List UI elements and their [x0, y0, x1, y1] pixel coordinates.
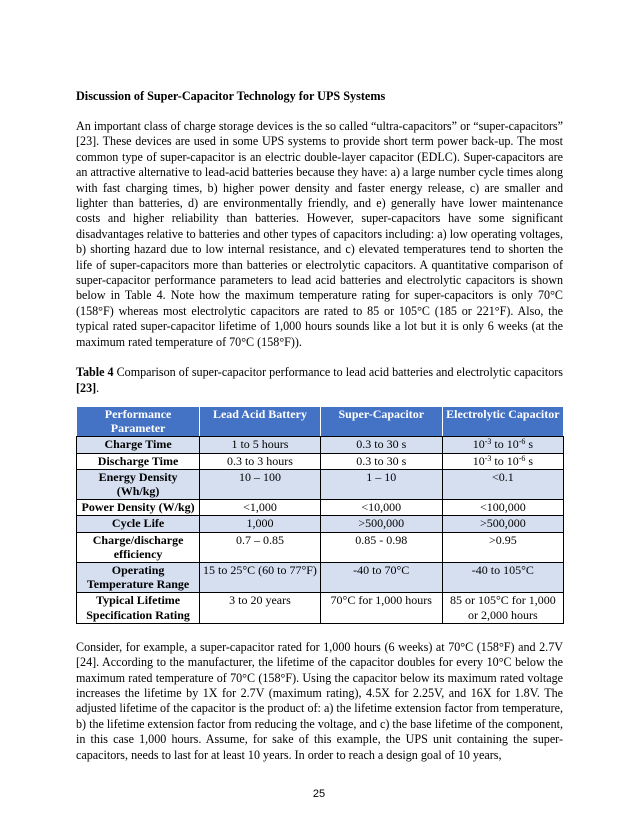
cell-super-capacitor: 0.85 - 0.98 [320, 532, 442, 562]
cell-electrolytic: $10^{-3}$ to $10^{-6}$ s [442, 453, 563, 469]
header-super-capacitor: Super-Capacitor [320, 406, 442, 436]
cell-super-capacitor: 1 – 10 [320, 469, 442, 499]
row-parameter: Discharge Time [77, 453, 200, 469]
cell-super-capacitor: 0.3 to 30 s [320, 437, 442, 453]
table-row [77, 453, 564, 469]
body-paragraph-1: An important class of charge storage devices is the so called “ultra-capacitors” or “super-capacitors” [23]. These devices are used in some UPS systems to provide short term power back-up. The most common type of super-capacitor is an electric double-layer capacitor (EDLC). Super-capacitors are an attractive alternative to lead-acid batteries because they have: a) a large number cycle times along with fast charging times, b) higher power density and faster energy release, c) are smaller and lighter than batteries, d) are environmentally friendly, and e) generally have lower maintenance costs and higher reliability than batteries. However, super-capacitors have some significant disadvantages relative to batteries and other types of capacitors including: a) low operating voltages, b) shorting hazard due to low internal resistance, and c) elevated temperatures tend to shorten the life of super-capacitors more than batteries or electrolytic capacitors. A quantitative comparison of super-capacitor performance parameters to lead acid batteries and electrolytic capacitors is shown below in Table 4. Note how the maximum temperature rating for super-capacitors is only 70°C (158°F) whereas most electrolytic capacitors are rated to 85 or 105°C (185 or 221°F). Also, the typical rated super-capacitor lifetime of 1,000 hours sounds like a lot but it is only 6 weeks (at the maximum rated temperature of 70°C (158°F)). [76, 119, 563, 349]
table-caption-text: Comparison of super-capacitor performance to lead acid batteries and electrolytic capacitors [113, 365, 563, 380]
exponent: -3 [484, 437, 492, 447]
cell-electrolytic: <100,000 [442, 500, 563, 516]
table-caption [76, 365, 563, 396]
cell-lead-acid: 1 to 5 hours [200, 437, 321, 453]
cell-electrolytic: 85 or 105°C for 1,000 or 2,000 hours [442, 593, 563, 623]
exponent: -6 [518, 437, 526, 447]
table-row [77, 562, 564, 592]
cell-lead-acid: 0.3 to 3 hours [200, 453, 321, 469]
header-performance-parameter: Performance Parameter [77, 406, 200, 436]
table-row [77, 516, 564, 532]
cell-electrolytic: >0.95 [442, 532, 563, 562]
exponent: -3 [484, 453, 492, 463]
page-number: 25 [312, 788, 326, 800]
row-parameter: Typical Lifetime Specification Rating [77, 593, 200, 623]
header-lead-acid-battery: Lead Acid Battery [200, 406, 321, 436]
exponent: -6 [518, 453, 526, 463]
cell-super-capacitor: >500,000 [320, 516, 442, 532]
section-heading: Discussion of Super-Capacitor Technology for UPS Systems [76, 89, 386, 103]
table-row [77, 437, 564, 453]
cell-lead-acid: <1,000 [200, 500, 321, 516]
cell-electrolytic: <0.1 [442, 469, 563, 499]
cell-lead-acid: 0.7 – 0.85 [200, 532, 321, 562]
row-parameter: Charge/discharge efficiency [77, 532, 200, 562]
cell-super-capacitor: <10,000 [320, 500, 442, 516]
cell-super-capacitor: 0.3 to 30 s [320, 453, 442, 469]
cell-lead-acid: 15 to 25°C (60 to 77°F) [200, 562, 321, 592]
row-parameter: Energy Density (Wh/kg) [77, 469, 200, 499]
table-row [77, 500, 564, 516]
body-paragraph-2: Consider, for example, a super-capacitor rated for 1,000 hours (6 weeks) at 70°C (158°F) and 2.7V [24]. According to the manufacturer, the lifetime of the capacitor doubles for every 10°C below the maximum rated temperature of 70°C (158°F). Using the capacitor below its maximum rated voltage increases the lifetime by 1X for 2.7V (maximum rating), 4.5X for 2.25V, and 16X for 1.8V. The adjusted lifetime of the capacitor is the product of: a) the lifetime extension factor from temperature, b) the lifetime extension factor from reducing the voltage, and c) the base lifetime of the component, in this case 1,000 hours. Assume, for sake of this example, the UPS unit containing the super-capacitors, needs to last for at least 10 years. In order to reach a design goal of 10 years, [76, 639, 563, 762]
table-header-row [77, 406, 564, 436]
row-parameter: Charge Time [77, 437, 200, 453]
header-electrolytic-capacitor: Electrolytic Capacitor [442, 406, 563, 436]
cell-lead-acid: 1,000 [200, 516, 321, 532]
cell-lead-acid: 3 to 20 years [200, 593, 321, 623]
cell-super-capacitor: -40 to 70°C [320, 562, 442, 592]
row-parameter: Operating Temperature Range [77, 562, 200, 592]
table-row [77, 532, 564, 562]
document-page [76, 89, 563, 763]
comparison-table [76, 406, 564, 624]
table-row [77, 593, 564, 623]
cell-super-capacitor: 70°C for 1,000 hours [320, 593, 442, 623]
table-caption-ref: [23] [76, 380, 97, 395]
cell-lead-acid: 10 – 100 [200, 469, 321, 499]
cell-electrolytic: >500,000 [442, 516, 563, 532]
table-caption-label: Table 4 [76, 365, 114, 380]
table-caption-end: . [96, 380, 100, 395]
cell-electrolytic: -40 to 105°C [442, 562, 563, 592]
cell-electrolytic: $10^{-3}$ to $10^{-6}$ s [442, 437, 563, 453]
table-row [77, 469, 564, 499]
row-parameter: Power Density (W/kg) [77, 500, 200, 516]
row-parameter: Cycle Life [77, 516, 200, 532]
